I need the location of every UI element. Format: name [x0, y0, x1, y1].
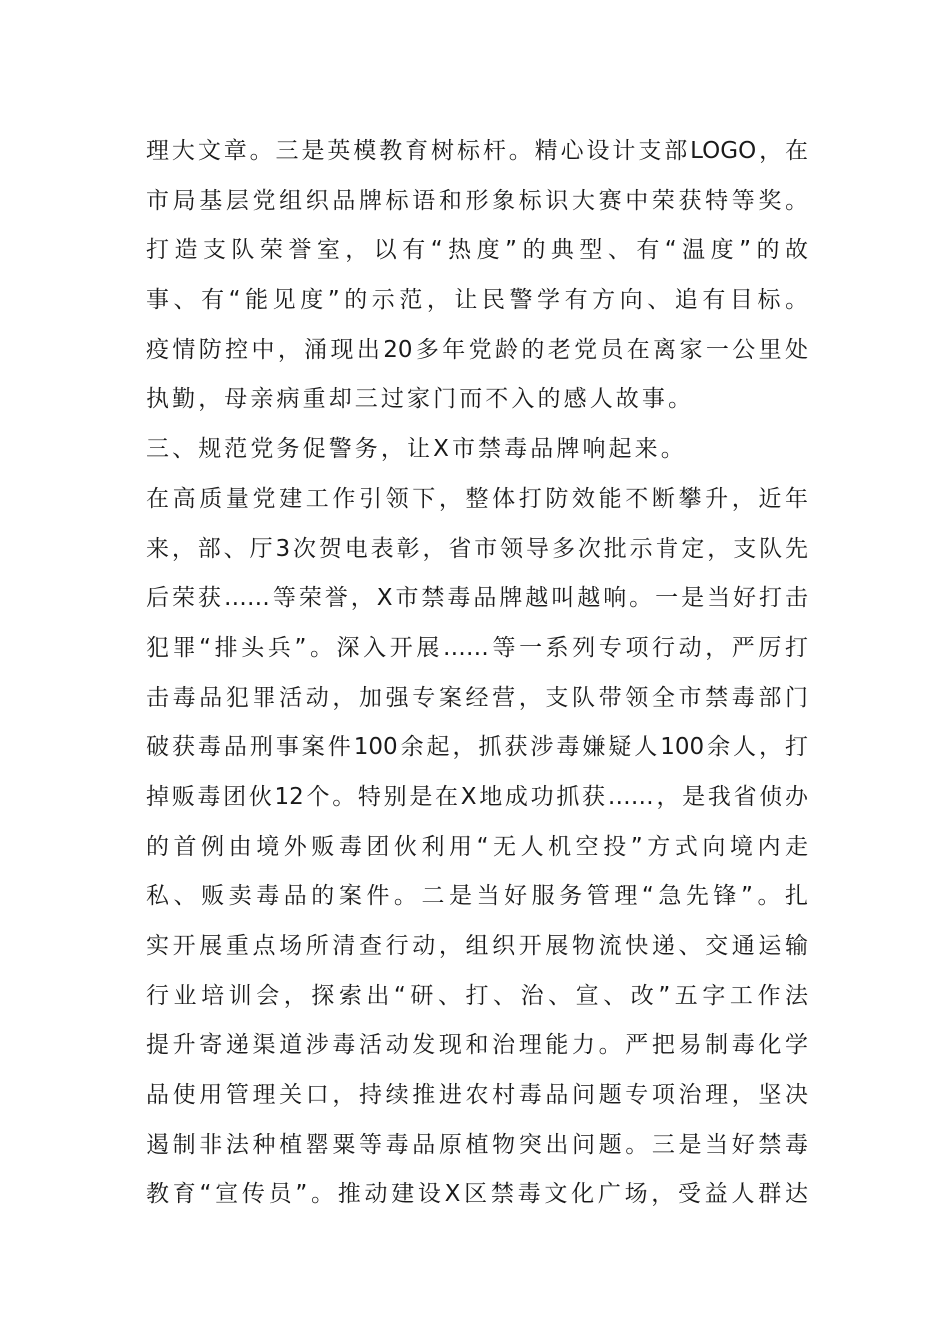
text-line: 在高质量党建工作引领下，整体打防效能不断攀升，近年 [146, 485, 808, 512]
section-heading: 三、规范党务促警务，让X市禁毒品牌响起来。 [146, 436, 687, 463]
text-line: 市局基层党组织品牌标语和形象标识大赛中荣获特等奖。 [146, 187, 808, 214]
document-page [146, 127, 808, 1220]
text-line: 犯罪“排头兵”。深入开展……等一系列专项行动，严厉打 [146, 634, 808, 661]
text-line: 品使用管理关口，持续推进农村毒品问题专项治理，坚决 [146, 1082, 808, 1109]
text-line: 来，部、厅3次贺电表彰，省市领导多次批示肯定，支队先 [146, 535, 808, 562]
text-line: 打造支队荣誉室，以有“热度”的典型、有“温度”的故 [146, 237, 808, 264]
text-line: 遏制非法种植罂粟等毒品原植物突出问题。三是当好禁毒 [146, 1131, 808, 1158]
text-line: 破获毒品刑事案件100余起，抓获涉毒嫌疑人100余人，打 [146, 734, 808, 761]
text-line: 行业培训会，探索出“研、打、治、宣、改”五字工作法 [146, 982, 808, 1009]
text-line: 掉贩毒团伙12个。特别是在X地成功抓获……，是我省侦办 [146, 783, 808, 810]
text-line: 理大文章。三是英模教育树标杆。精心设计支部LOGO，在 [146, 138, 808, 164]
text-line: 击毒品犯罪活动，加强专案经营，支队带领全市禁毒部门 [146, 684, 808, 711]
text-line: 的首例由境外贩毒团伙利用“无人机空投”方式向境内走 [146, 833, 808, 860]
text-line: 实开展重点场所清查行动，组织开展物流快递、交通运输 [146, 933, 808, 959]
text-line: 疫情防控中，涌现出20多年党龄的老党员在离家一公里处 [146, 336, 808, 363]
text-line: 教育“宣传员”。推动建设X区禁毒文化广场，受益人群达 [146, 1181, 808, 1208]
text-line: 执勤，母亲病重却三过家门而不入的感人故事。 [146, 386, 695, 413]
text-line: 私、贩卖毒品的案件。二是当好服务管理“急先锋”。扎 [146, 883, 808, 910]
text-line: 提升寄递渠道涉毒活动发现和治理能力。严把易制毒化学 [146, 1032, 808, 1059]
text-line: 事、有“能见度”的示范，让民警学有方向、追有目标。 [146, 287, 808, 314]
text-line: 后荣获……等荣誉，X市禁毒品牌越叫越响。一是当好打击 [146, 585, 808, 612]
